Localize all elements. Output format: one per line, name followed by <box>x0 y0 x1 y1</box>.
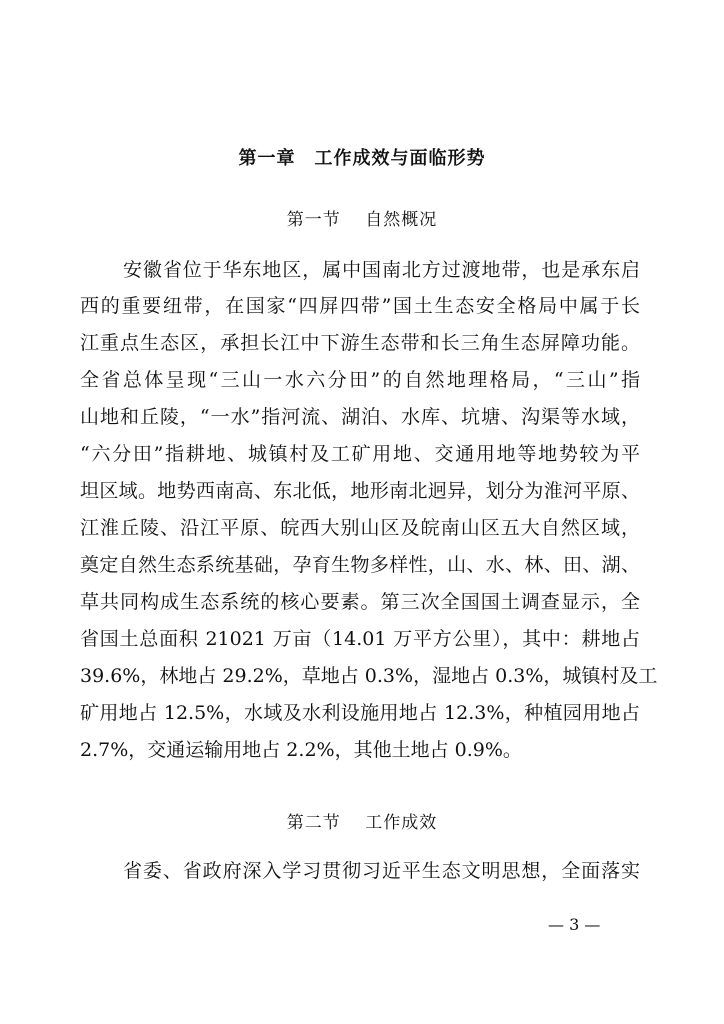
paragraph-line: 安徽省位于华东地区，属中国南北方过渡地带，也是承东启 <box>123 259 640 281</box>
paragraph-line: 省国土总面积 21021 万亩（14.01 万平方公里），其中：耕地占 <box>80 628 640 650</box>
paragraph-line: 奠定自然生态系统基础，孕育生物多样性，山、水、林、田、湖、 <box>80 554 640 576</box>
paragraph-line: 山地和丘陵，“一水”指河流、湖泊、水库、坑塘、沟渠等水域， <box>80 406 640 428</box>
paragraph-line: 2.7%，交通运输用地占 2.2%，其他土地占 0.9%。 <box>80 739 522 761</box>
section-title-work-results: 第二节 工作成效 <box>286 813 438 833</box>
paragraph-line: 江淮丘陵、沿江平原、皖西大别山区及皖南山区五大自然区域， <box>80 517 640 539</box>
paragraph-line: 省委、省政府深入学习贯彻习近平生态文明思想，全面落实 <box>123 860 640 882</box>
paragraph-line: 全省总体呈现“三山一水六分田”的自然地理格局，“三山”指 <box>80 369 640 391</box>
paragraph-line: 江重点生态区，承担长江中下游生态带和长三角生态屏障功能。 <box>80 332 640 354</box>
paragraph-line: 坦区域。地势西南高、东北低，地形南北迥异，划分为淮河平原、 <box>80 480 640 502</box>
paragraph-line: “六分田”指耕地、城镇村及工矿用地、交通用地等地势较为平 <box>80 443 640 465</box>
paragraph-line: 39.6%，林地占 29.2%，草地占 0.3%，湿地占 0.3%，城镇村及工 <box>80 665 658 687</box>
paragraph-line: 矿用地占 12.5%，水域及水利设施用地占 12.3%，种植园用地占 <box>80 702 640 724</box>
section-title-natural-overview: 第一节 自然概况 <box>286 210 438 230</box>
paragraph-line: 草共同构成生态系统的核心要素。第三次全国国土调查显示，全 <box>80 591 640 613</box>
paragraph-line: 西的重要纽带，在国家“四屏四带”国土生态安全格局中属于长 <box>80 295 640 317</box>
chapter-title: 第一章 工作成效与面临形势 <box>238 148 486 169</box>
page-number: — 3 — <box>548 915 601 934</box>
